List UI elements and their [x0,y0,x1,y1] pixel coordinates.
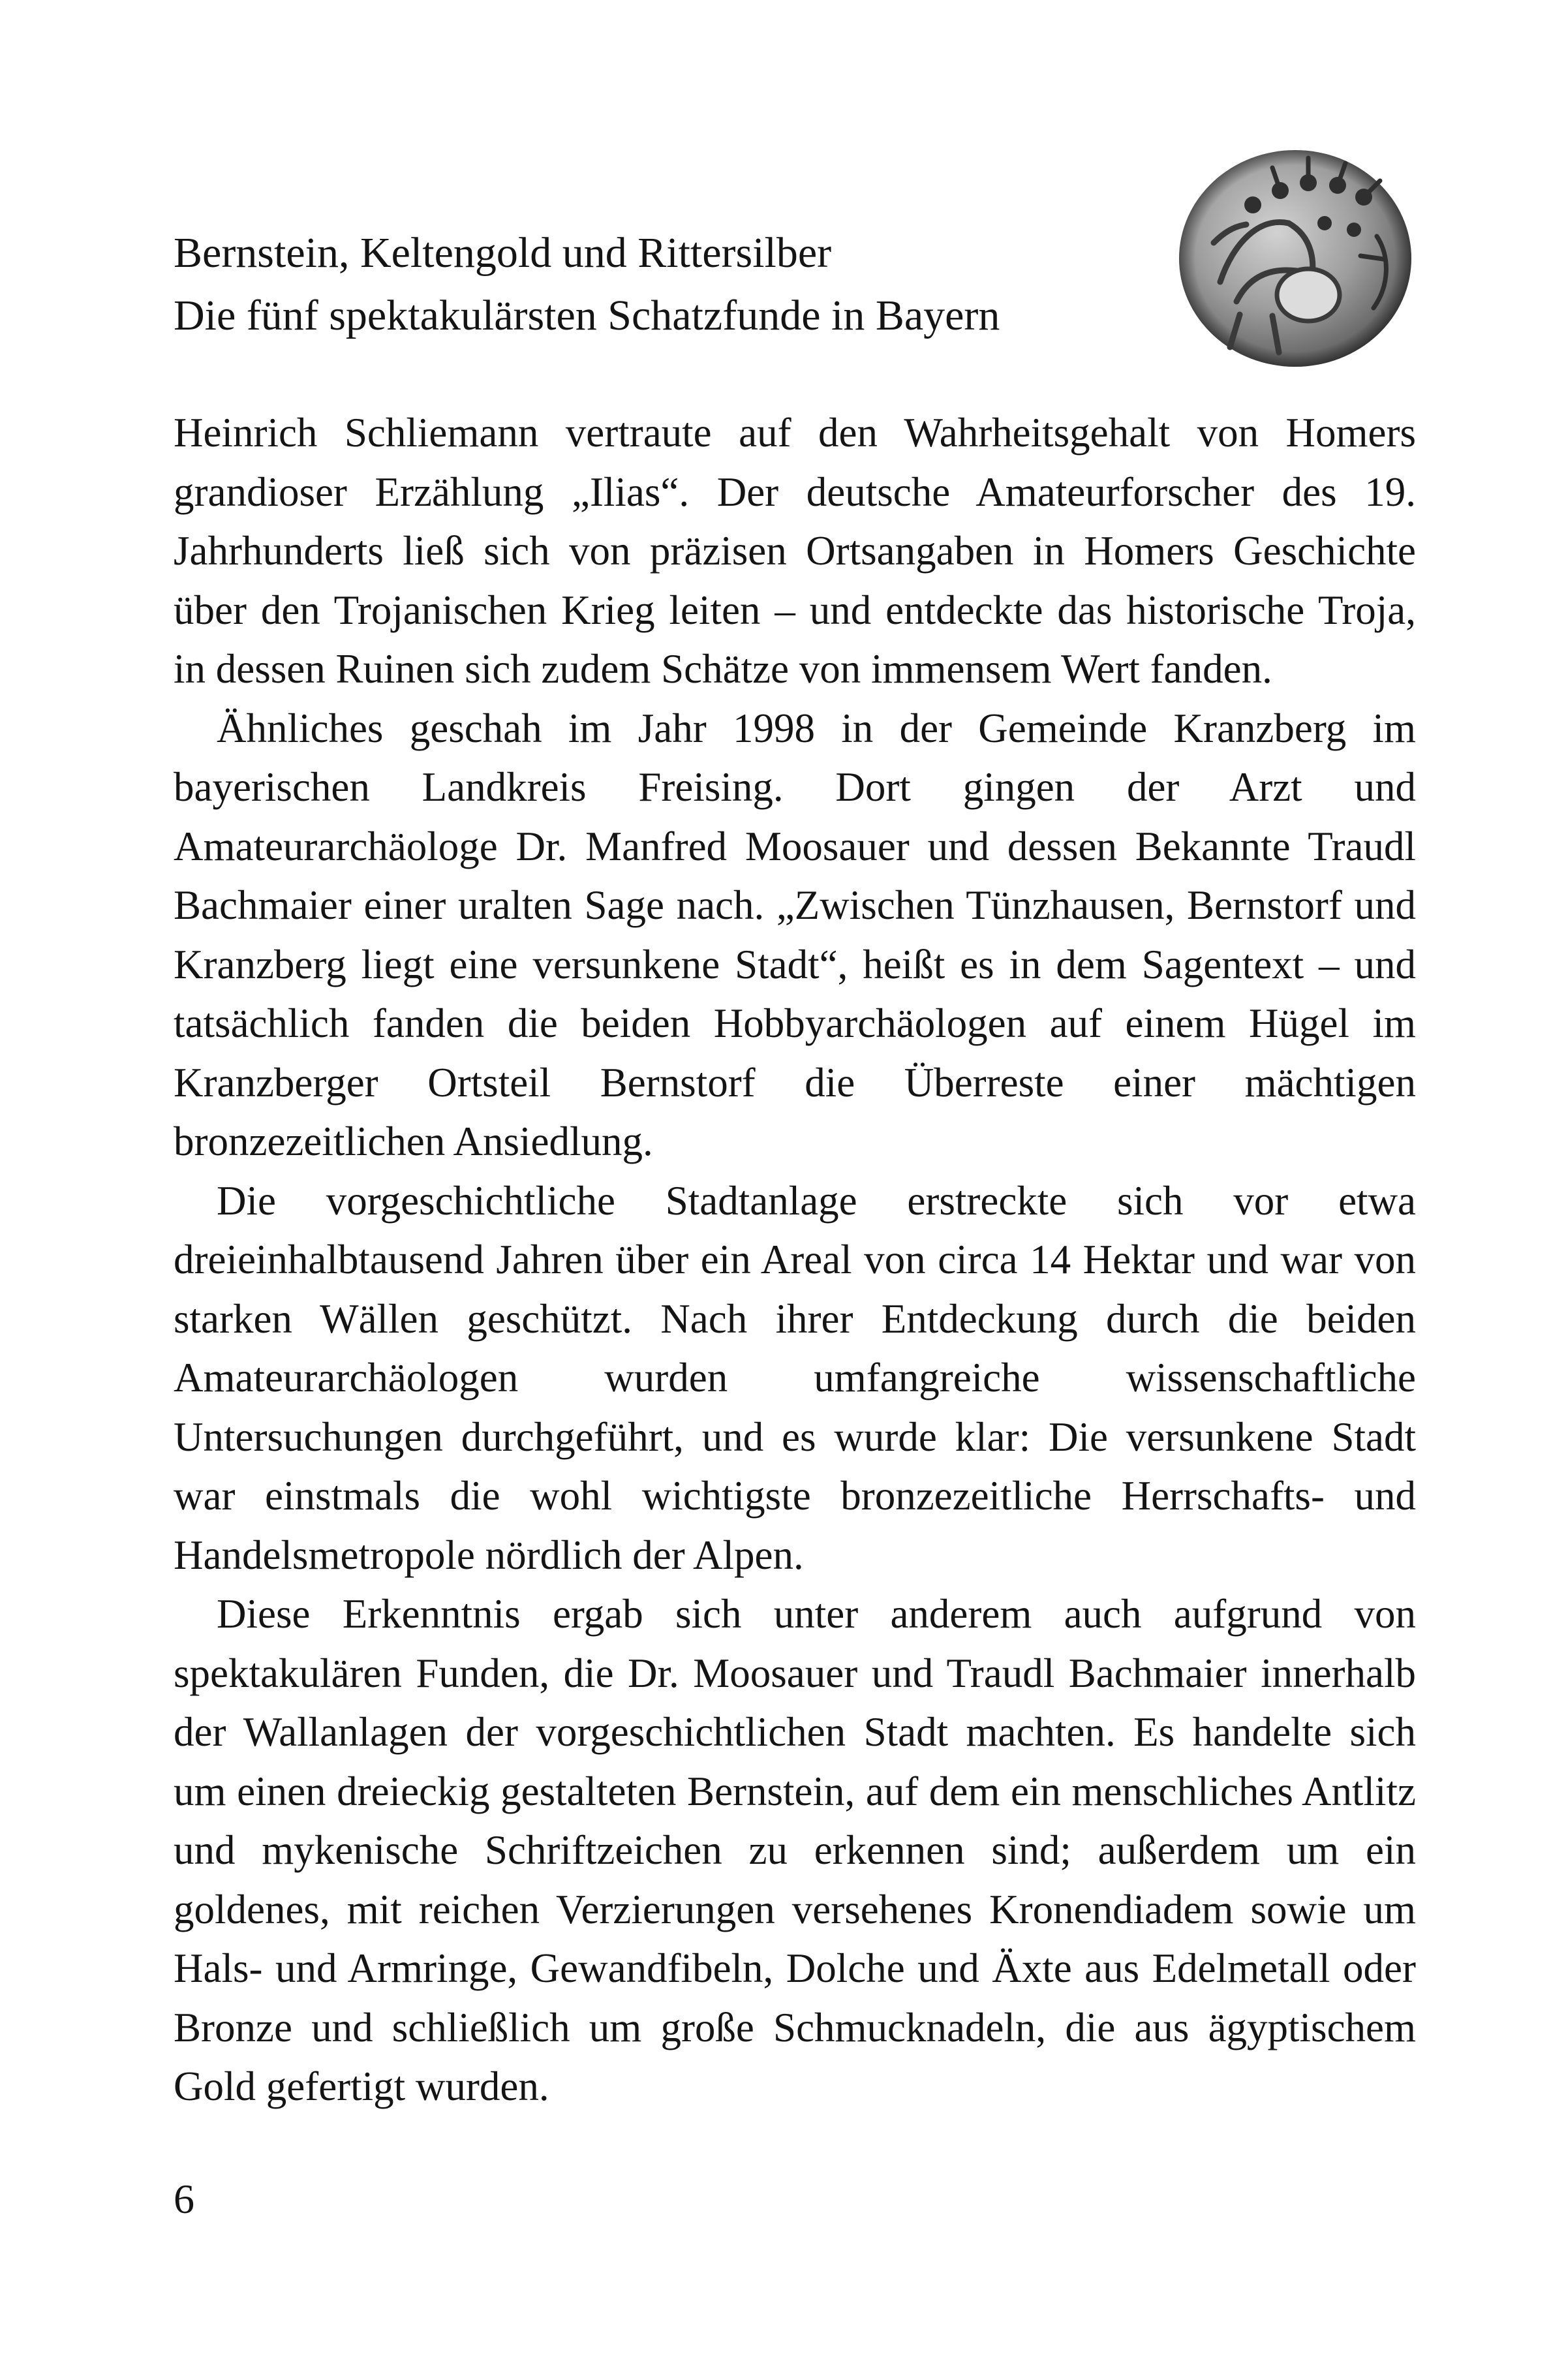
paragraph: Die vorgeschichtliche Stadtanlage erstreckte sich vor etwa dreieinhalbtausend Jahren über ein Areal von circa 14 Hektar und war von starken Wällen geschützt. Nach ihrer Entdeckung durch die beiden Amateurarchäologen wurden umfangreiche wissenschaftliche Untersuchungen durchgeführt, und es wurde klar: Die versunkene Stadt war einstmals die wohl wichtigste bronzezeitliche Herrschafts- und Handelsmetropole nördlich der Alpen. [174,1177,1416,1578]
page-number: 6 [174,2176,194,2222]
chapter-subtitle: Die fünf spektakulärsten Schatzfunde in Bayern [174,292,1000,339]
paragraph: Diese Erkenntnis ergab sich unter anderem auch aufgrund von spektakulären Funden, die Dr. Moosauer und Traudl Bachmaier innerhalb der Wallanlagen der vorgeschichtlichen Stadt machten. Es handelte sich um einen dreieckig gestalteten Bernstein, auf dem ein menschliches Antlitz und mykenische Schriftzeichen zu erkennen sind; außerdem um ein goldenes, mit reichen Verzierungen versehenes Kronendiadem sowie um Hals- und Armringe, Gewandfibeln, Dolche und Äxte aus Edelmetall oder Bronze und schließlich um große Schmucknadeln, die aus ägyptischem Gold gefertigt wurden. [174,1591,1416,2109]
paragraph: Ähnliches geschah im Jahr 1998 in der Gemeinde Kranzberg im bayerischen Landkreis Freising. Dort gingen der Arzt und Amateurarchäologe Dr. Manfred Moosauer und dessen Bekannte Traudl Bachmaier einer uralten Sage nach. „Zwischen Tünzhausen, Bernstorf und Kranzberg liegt eine versunkene Stadt“, heißt es in dem Sagentext – und tatsächlich fanden die beiden Hobbyarchäologen auf einem Hügel im Kranzberger Ortsteil Bernstorf die Überreste einer mächtigen bronzezeitlichen Ansiedlung. [174,705,1416,1164]
chapter-title: Bernstein, Keltengold und Rittersilber [174,229,832,277]
body-text [174,403,1416,2116]
celtic-coin-icon [1174,145,1416,372]
chapter-heading [174,222,1191,347]
paragraph: Heinrich Schliemann vertraute auf den Wahrheitsgehalt von Homers grandioser Erzählung „Ilias“. Der deutsche Amateurforscher des 19. Jahrhunderts ließ sich von präzisen Ortsangaben in Homers Geschichte über den Trojanischen Krieg leiten – und entdeckte das historische Troja, in dessen Ruinen sich zudem Schätze von immensem Wert fanden. [174,410,1416,692]
